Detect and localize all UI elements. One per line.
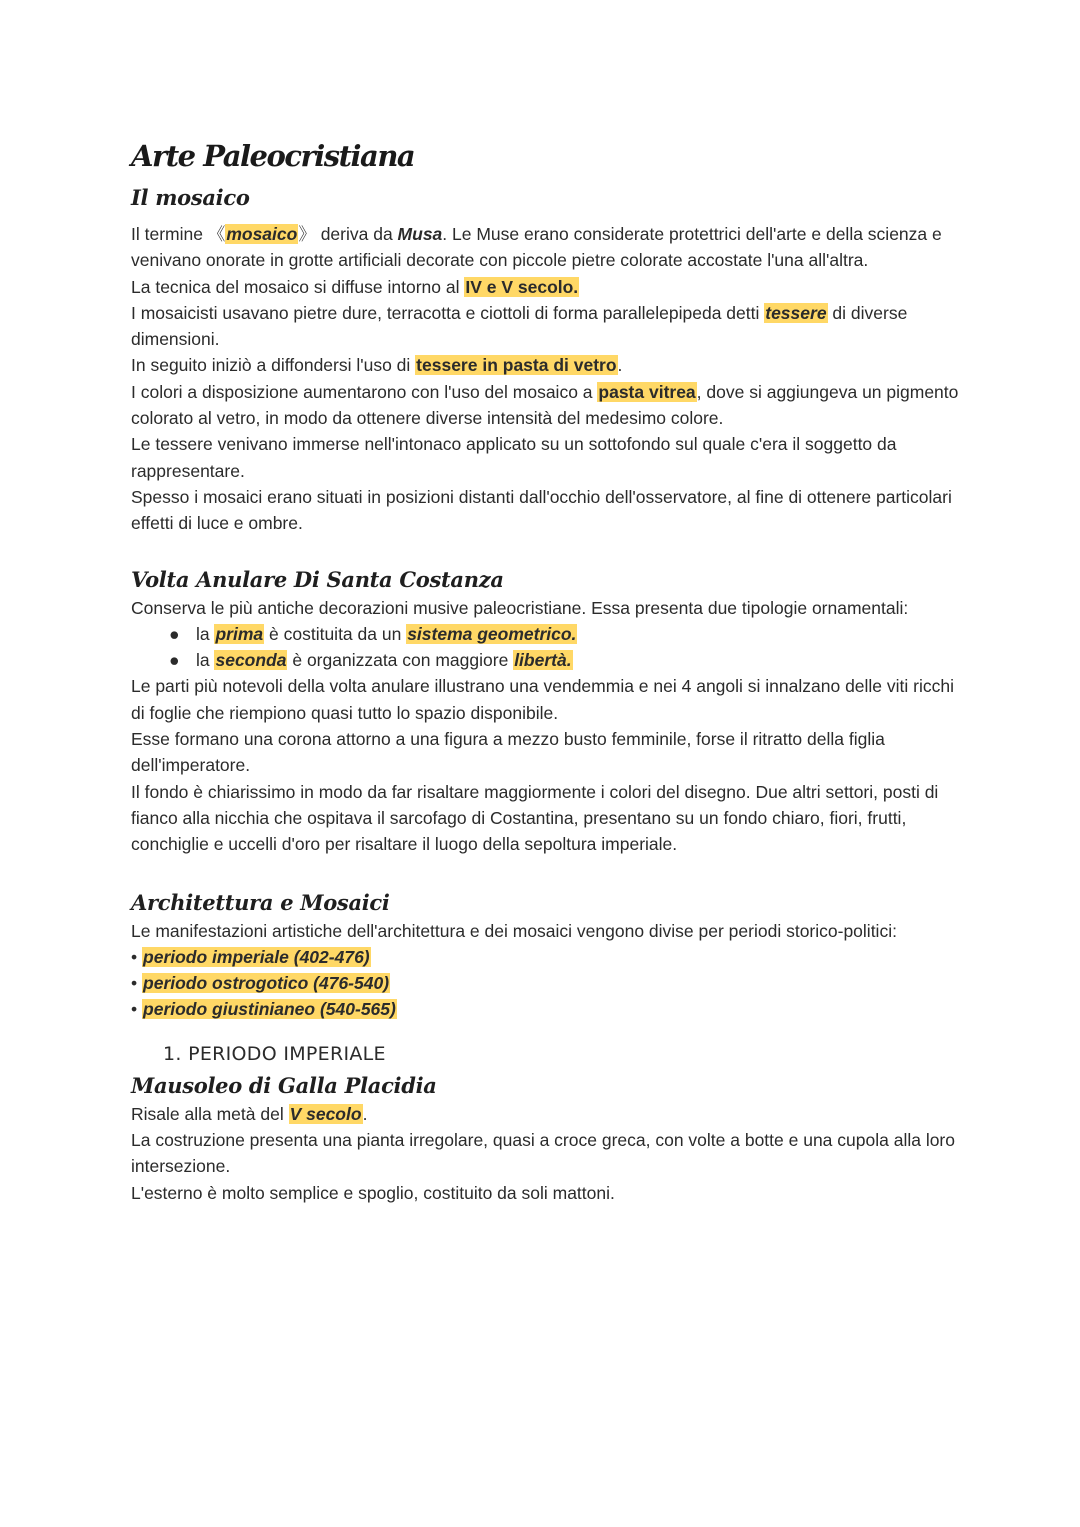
highlight: tessere in pasta di vetro: [416, 355, 617, 376]
bullet-icon: ●: [169, 650, 180, 671]
text: I colori a disposizione aumentarono con l'uso del mosaico a: [131, 381, 598, 402]
highlight: periodo imperiale (402-476): [143, 946, 370, 967]
list-item: [131, 970, 961, 996]
paragraph: La costruzione presenta una pianta irregolare, quasi a croce greca, con volte a botte e una cupola alla loro intersezione.: [131, 1130, 955, 1177]
section-heading-architettura: Architettura e Mosaici: [131, 889, 390, 915]
text: la: [196, 650, 215, 671]
highlight: V secolo: [289, 1103, 362, 1124]
section-heading-volta: Volta Anulare Di Santa Costanza: [131, 566, 504, 592]
text: , dove si aggiungeva un pigmento colorato al vetro, in modo da ottenere diverse intensità del medesimo colore.: [131, 381, 959, 429]
numbered-heading: 1. PERIODO IMPERIALE: [163, 1042, 386, 1065]
paragraph: Esse formano una corona attorno a una figura a mezzo busto femminile, forse il ritratto della figlia dell'imperatore.: [131, 729, 885, 776]
text: Risale alla metà del: [131, 1103, 289, 1124]
emphasis: Musa: [397, 224, 443, 244]
list-item: [131, 647, 961, 673]
paragraph: [131, 1101, 961, 1127]
bullet-icon: ●: [169, 623, 180, 644]
highlight: seconda: [215, 650, 287, 671]
highlight: libertà.: [514, 650, 572, 671]
paragraph: [131, 221, 961, 274]
page-title: Arte Paleocristiana: [131, 139, 415, 173]
text: .: [362, 1103, 368, 1124]
paragraph: [131, 379, 961, 432]
list-item: [131, 996, 961, 1022]
paragraph: Le parti più notevoli della volta anulare illustrano una vendemmia e nei 4 angoli si innalzano delle viti ricchi di foglie che riempiono quasi tutto lo spazio disponibile.: [131, 676, 954, 723]
text: è costituita da un: [264, 623, 407, 644]
section-heading-mosaico: Il mosaico: [131, 185, 250, 210]
section-heading-mausoleo: Mausoleo di Galla Placidia: [131, 1072, 437, 1098]
paragraph: [131, 352, 961, 378]
highlight: periodo giustinianeo (540-565): [143, 999, 396, 1020]
highlight: IV e V secolo.: [465, 276, 579, 297]
text: la: [196, 623, 215, 644]
text: di diverse dimensioni.: [131, 302, 908, 350]
paragraph: [131, 300, 961, 353]
text: . Le Muse erano considerate protettrici dell'arte e della scienza e venivano onorate in grotte artificiali decorate con piccole pietre colorate accostate l'una all'altra.: [131, 224, 942, 271]
text: 》 deriva da: [298, 224, 398, 244]
list-item: [131, 944, 961, 970]
highlight: pasta vitrea: [598, 381, 696, 402]
highlight: sistema geometrico.: [407, 623, 577, 644]
paragraph: L'esterno è molto semplice e spoglio, costituito da soli mattoni.: [131, 1182, 615, 1203]
bullet-list: [131, 621, 961, 674]
paragraph: Conserva le più antiche decorazioni musive paleocristiane. Essa presenta due tipologie ornamentali:: [131, 597, 909, 618]
text: è organizzata con maggiore: [287, 650, 514, 671]
paragraph: Le tessere venivano immerse nell'intonaco applicato su un sottofondo sul quale c'era il soggetto da rappresentare.: [131, 434, 897, 481]
text: La tecnica del mosaico si diffuse intorno al: [131, 276, 465, 297]
bullet-icon: •: [131, 999, 138, 1020]
text: .: [617, 355, 623, 376]
period-list: [131, 944, 961, 1023]
bullet-icon: •: [131, 973, 138, 994]
highlight: tessere: [765, 302, 827, 323]
text: I mosaicisti usavano pietre dure, terracotta e ciottoli di forma parallelepipeda detti: [131, 302, 765, 323]
paragraph: Spesso i mosaici erano situati in posizioni distanti dall'occhio dell'osservatore, al fine di ottenere particolari effetti di luce e ombre.: [131, 486, 952, 534]
bullet-icon: •: [131, 946, 138, 967]
text: Il termine 《: [131, 224, 226, 244]
highlight: prima: [215, 623, 264, 644]
paragraph: Le manifestazioni artistiche dell'architettura e dei mosaici vengono divise per periodi storico-politici:: [131, 920, 897, 941]
list-item: [131, 621, 961, 647]
highlight: periodo ostrogotico (476-540): [143, 973, 390, 994]
document-content: [131, 138, 961, 1206]
paragraph: Il fondo è chiarissimo in modo da far risaltare maggiormente i colori del disegno. Due altri settori, posti di fianco alla nicchia che ospitava il sarcofago di Costantina, presentano su un fondo chiaro, fiori, frutti, conchiglie e uccelli d'oro per risaltare il luogo della sepoltura imperiale.: [131, 781, 939, 855]
paragraph: [131, 274, 961, 300]
highlight: mosaico: [226, 224, 298, 244]
text: In seguito iniziò a diffondersi l'uso di: [131, 355, 416, 376]
